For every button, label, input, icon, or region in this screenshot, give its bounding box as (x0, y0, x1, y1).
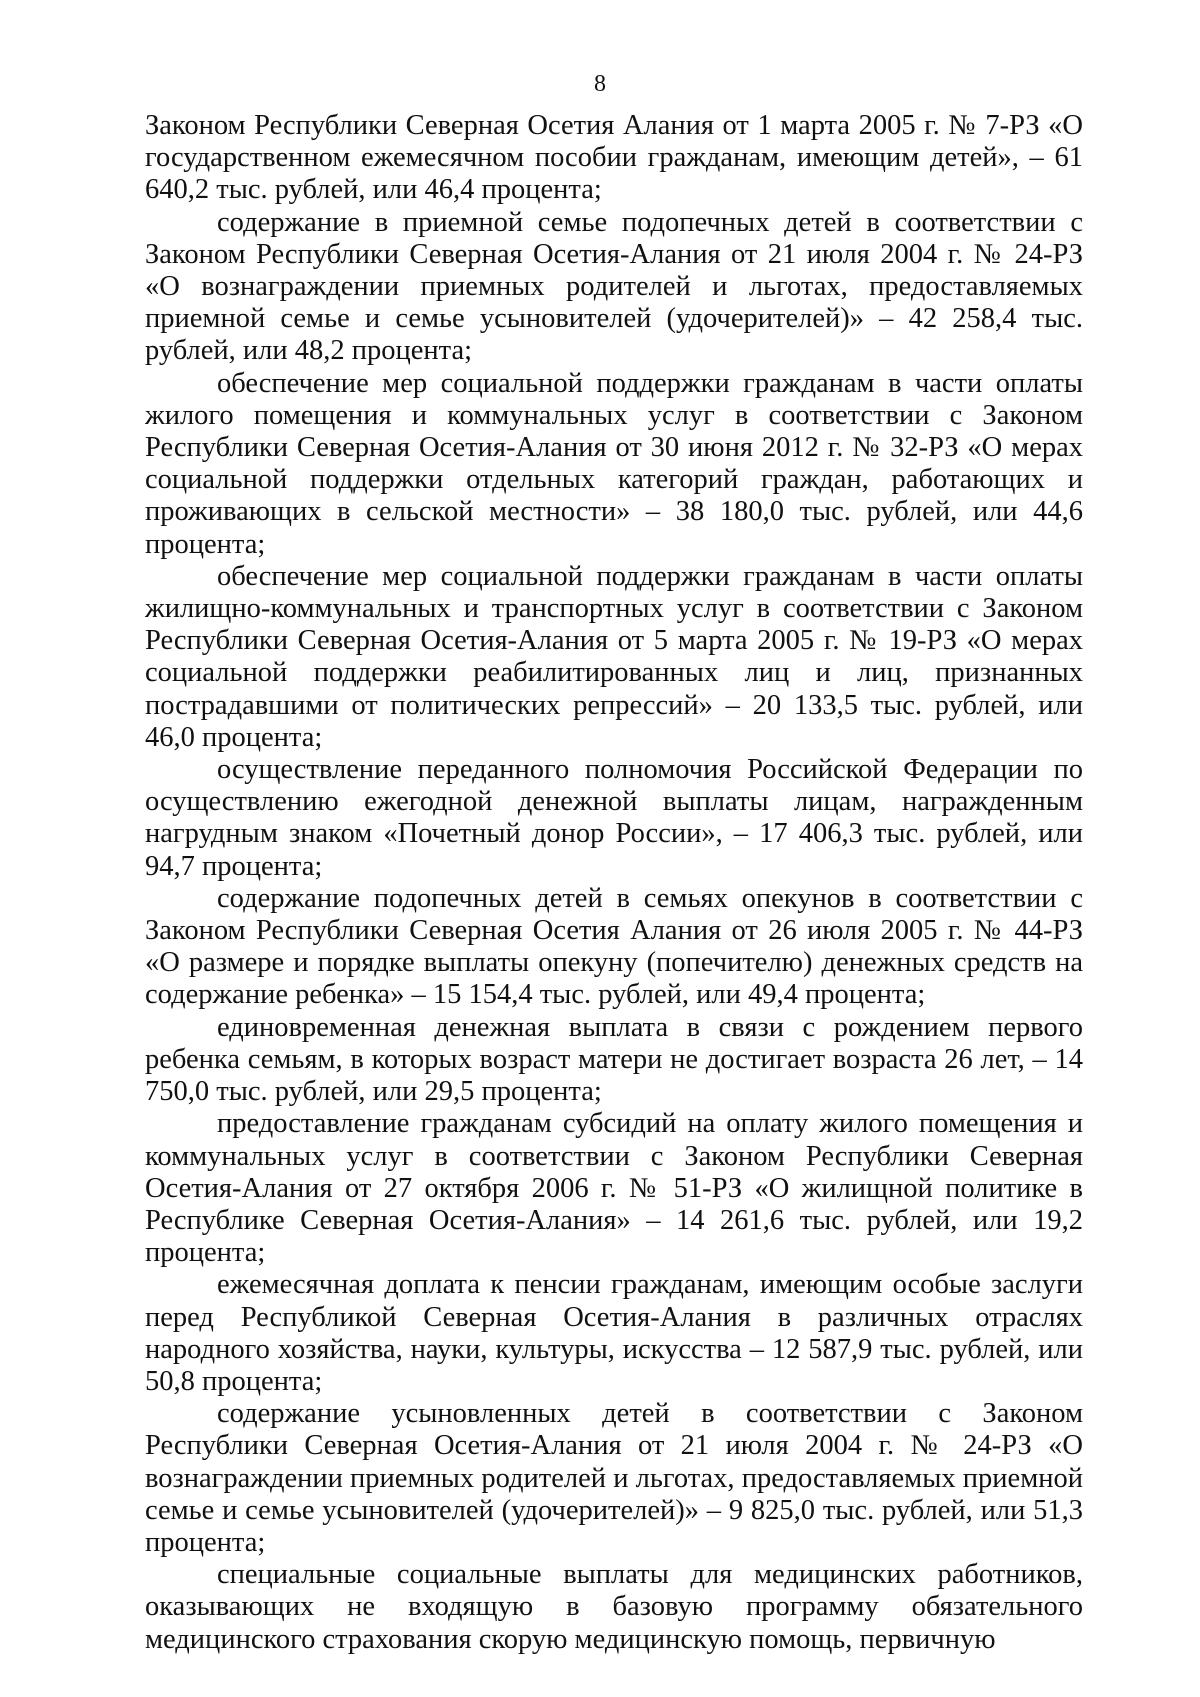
paragraph-honorary-donor-payment: осуществление переданного полномочия Российской Федерации по осуществлению ежегодной денежной выплаты лицам, награжденным нагрудным знаком «Почетный донор России», – 17 406,3 тыс. рублей, или 94,7 процента; (145, 754, 1083, 882)
paragraph-medical-workers-payments: специальные социальные выплаты для медицинских работников, оказывающих не входящую в базовую программу обязательного медицинского страхования скорую медицинскую помощь, первичную (145, 1559, 1083, 1655)
paragraph-rehabilitated-persons-support: обеспечение мер социальной поддержки гражданам в части оплаты жилищно-коммунальных и транспортных услуг в соответствии с Законом Республики Северная Осетия-Алания от 5 марта 2005 г. № 19-РЗ «О мерах социальной поддержки реабилитированных лиц и лиц, признанных пострадавшими от политических репрессий» – 20 133,5 тыс. рублей, или 46,0 процента; (145, 560, 1083, 753)
paragraph-guardian-children: содержание подопечных детей в семьях опекунов в соответствии с Законом Республики Северная Осетия Алания от 26 июля 2005 г. № 44-РЗ «О размере и порядке выплаты опекуну (попечителю) денежных средств на содержание ребенка» – 15 154,4 тыс. рублей, или 49,4 процента; (145, 882, 1083, 1011)
paragraph-first-child-payment: единовременная денежная выплата в связи с рождением первого ребенка семьям, в которых возраст матери не достигает возраста 26 лет, – 14 750,0 тыс. рублей, или 29,5 процента; (145, 1011, 1083, 1108)
paragraph-pension-supplement: ежемесячная доплата к пенсии гражданам, имеющим особые заслуги перед Республикой Северная Осетия-Алания в различных отраслях народного хозяйства, науки, культуры, искусства – 12 587,9 тыс. рублей, или 50,8 процента; (145, 1269, 1083, 1397)
paragraph-adopted-children: содержание усыновленных детей в соответствии с Законом Республики Северная Осетия-Алания от 21 июля 2004 г. № 24-РЗ «О вознаграждении приемных родителей и льготах, предоставляемых приемной семье и семье усыновителей (удочерителей)» – 9 825,0 тыс. рублей, или 51,3 процента; (145, 1398, 1083, 1558)
page-number: 8 (594, 71, 606, 97)
paragraph-housing-subsidies: предоставление гражданам субсидий на оплату жилого помещения и коммунальных услуг в соответствии с Законом Республики Северная Осетия-Алания от 27 октября 2006 г. № 51-РЗ «О жилищной политике в Республике Северная Осетия-Алания» – 14 261,6 тыс. рублей, или 19,2 процента; (145, 1108, 1083, 1269)
paragraph-rural-housing-support: обеспечение мер социальной поддержки гражданам в части оплаты жилого помещения и коммунальных услуг в соответствии с Законом Республики Северная Осетия-Алания от 30 июня 2012 г. № 32-РЗ «О мерах социальной поддержки отдельных категорий граждан, работающих и проживающих в сельской местности» – 38 180,0 тыс. рублей, или 44,6 процента; (145, 367, 1083, 560)
paragraph-foster-family-children: содержание в приемной семье подопечных детей в соответствии с Законом Республики Северная Осетия-Алания от 21 июля 2004 г. № 24-РЗ «О вознаграждении приемных родителей и льготах, предоставляемых приемной семье и семье усыновителей (удочерителей)» – 42 258,4 тыс. рублей, или 48,2 процента; (145, 206, 1083, 367)
paragraph-monthly-child-benefit: Законом Республики Северная Осетия Алания от 1 марта 2005 г. № 7-РЗ «О государственном ежемесячном пособии гражданам, имеющим детей», – 61 640,2 тыс. рублей, или 46,4 процента; (145, 110, 1083, 206)
document-body (145, 110, 1083, 1656)
